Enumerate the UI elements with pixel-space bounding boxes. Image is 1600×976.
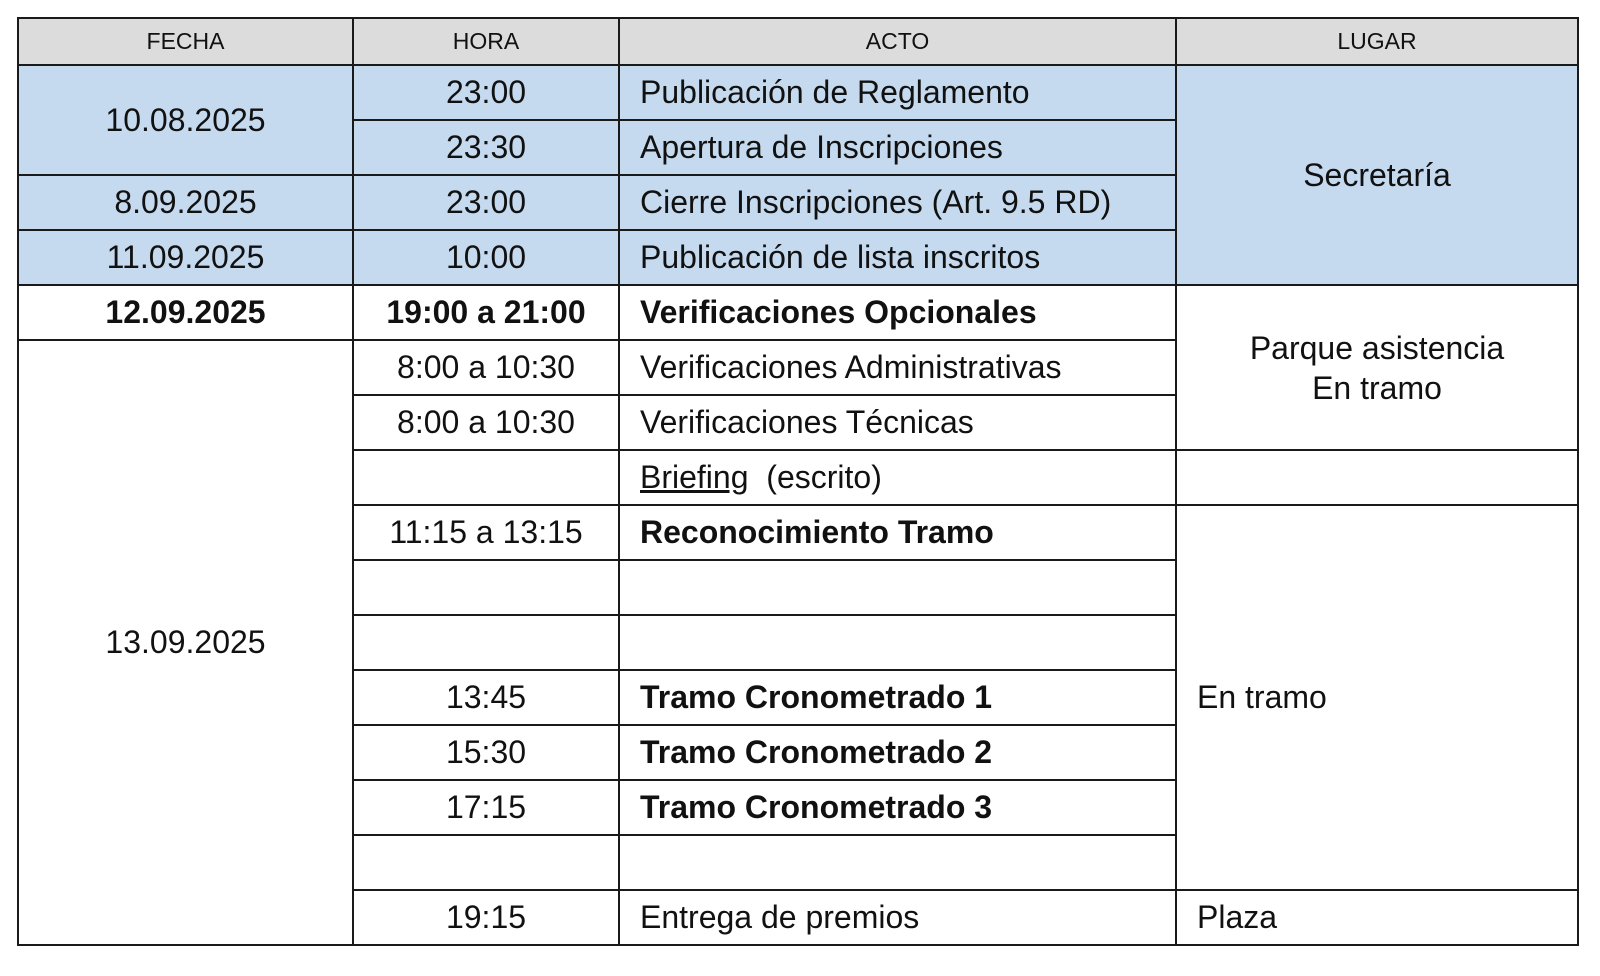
header-fecha: FECHA [18, 18, 353, 65]
acto-cell: Publicación de lista inscritos [619, 230, 1176, 285]
acto-cell: Tramo Cronometrado 3 [619, 780, 1176, 835]
hora-cell: 8:00 a 10:30 [353, 395, 619, 450]
hora-cell: 11:15 a 13:15 [353, 505, 619, 560]
header-lugar: LUGAR [1176, 18, 1578, 65]
hora-cell: 19:15 [353, 890, 619, 945]
lugar-parque-line2: En tramo [1312, 369, 1442, 406]
table-row [18, 65, 1578, 120]
lugar-cell-briefing [1176, 450, 1578, 505]
acto-cell [619, 560, 1176, 615]
lugar-cell-en-tramo: En tramo [1176, 505, 1578, 890]
acto-cell: Verificaciones Administrativas [619, 340, 1176, 395]
fecha-cell: 8.09.2025 [18, 175, 353, 230]
hora-cell: 23:00 [353, 175, 619, 230]
hora-cell: 15:30 [353, 725, 619, 780]
schedule-table [17, 17, 1579, 946]
lugar-parque-line1: Parque asistencia [1249, 329, 1505, 366]
briefing-link[interactable]: Briefing [640, 459, 749, 495]
header-row [18, 18, 1578, 65]
hora-cell: 23:30 [353, 120, 619, 175]
acto-cell: Verificaciones Técnicas [619, 395, 1176, 450]
hora-cell: 10:00 [353, 230, 619, 285]
hora-cell: 19:00 a 21:00 [353, 285, 619, 340]
acto-cell: Verificaciones Opcionales [619, 285, 1176, 340]
lugar-cell-secretaria: Secretaría [1176, 65, 1578, 285]
hora-cell: 13:45 [353, 670, 619, 725]
acto-cell: Entrega de premios [619, 890, 1176, 945]
hora-cell [353, 560, 619, 615]
acto-cell: Cierre Inscripciones (Art. 9.5 RD) [619, 175, 1176, 230]
acto-cell: Reconocimiento Tramo [619, 505, 1176, 560]
briefing-note: (escrito) [748, 459, 882, 495]
acto-cell [619, 615, 1176, 670]
fecha-cell: 10.08.2025 [18, 65, 353, 175]
fecha-cell: 11.09.2025 [18, 230, 353, 285]
lugar-cell-plaza: Plaza [1176, 890, 1578, 945]
hora-cell: 23:00 [353, 65, 619, 120]
header-hora: HORA [353, 18, 619, 65]
fecha-cell: 12.09.2025 [18, 285, 353, 340]
hora-cell: 17:15 [353, 780, 619, 835]
hora-cell [353, 835, 619, 890]
acto-cell: Apertura de Inscripciones [619, 120, 1176, 175]
acto-cell: Publicación de Reglamento [619, 65, 1176, 120]
header-acto: ACTO [619, 18, 1176, 65]
lugar-cell-parque [1176, 285, 1578, 450]
hora-cell [353, 615, 619, 670]
acto-cell: Tramo Cronometrado 2 [619, 725, 1176, 780]
fecha-cell: 13.09.2025 [18, 340, 353, 945]
hora-cell [353, 450, 619, 505]
hora-cell: 8:00 a 10:30 [353, 340, 619, 395]
table-row [18, 285, 1578, 340]
acto-cell [619, 835, 1176, 890]
acto-cell: Tramo Cronometrado 1 [619, 670, 1176, 725]
acto-cell [619, 450, 1176, 505]
